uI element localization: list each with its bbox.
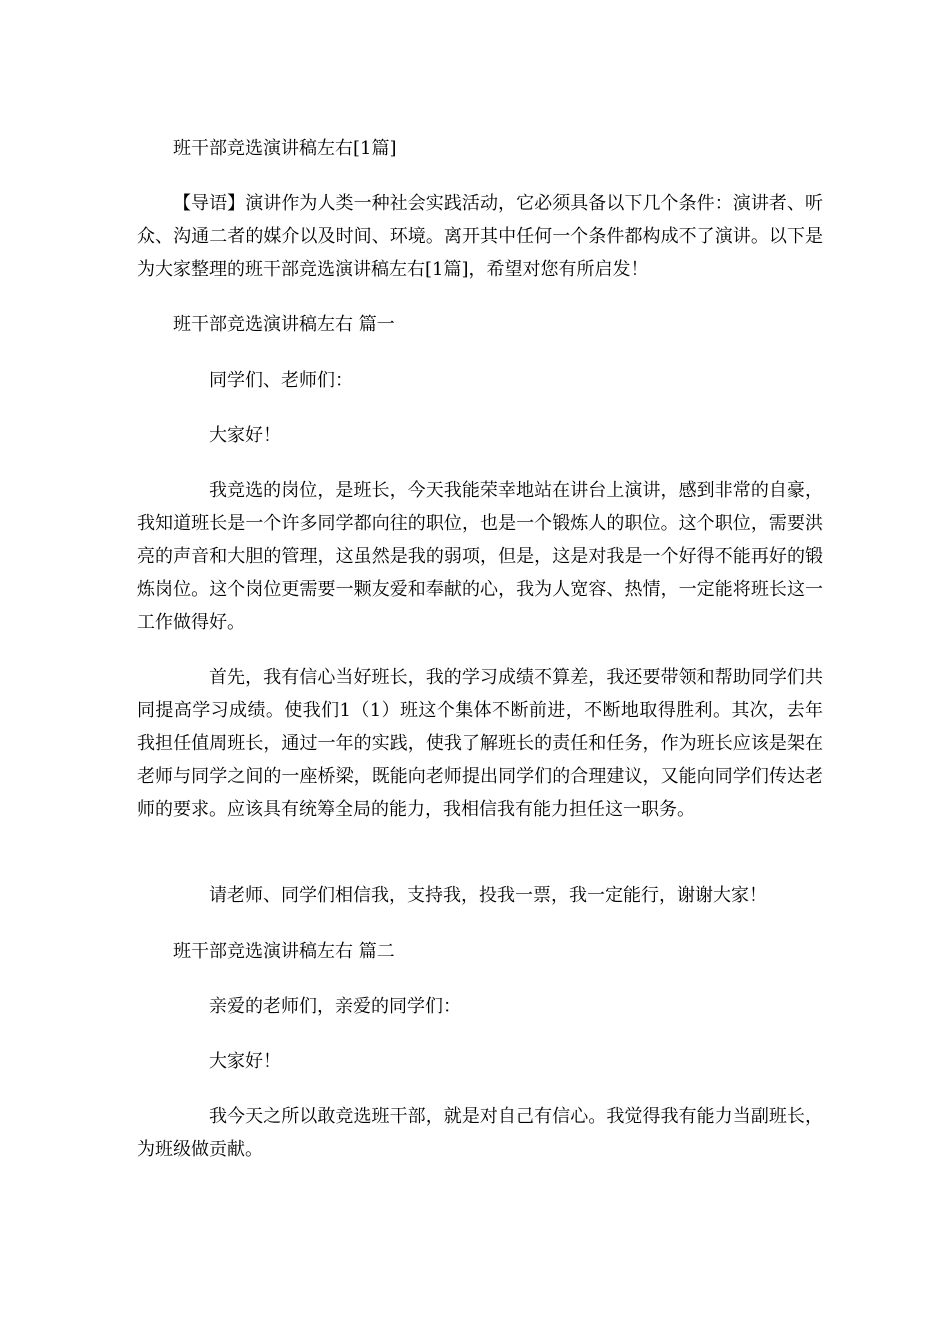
- section1-paragraph-3: 请老师、同学们相信我，支持我，投我一票，我一定能行，谢谢大家！: [209, 885, 767, 906]
- salutation-2: 亲爱的老师们，亲爱的同学们：: [209, 996, 461, 1017]
- section-heading-1: 班干部竞选演讲稿左右 篇一: [173, 314, 395, 335]
- section1-paragraph-2: 首先，我有信心当好班长，我的学习成绩不算差，我还要带领和帮助同学们共同提高学习成绩。使我们1（1）班这个集体不断前进，不断地取得胜利。其次，去年我担任值周班长，通过一年的实践，使我了解班长的责任和任务，作为班长应该是架在老师与同学之间的一座桥梁，既能向老师提出同学们的合理建议，又能向同学们传达老师的要求。应该具有统筹全局的能力，我相信我有能力担任这一职务。: [137, 667, 823, 820]
- intro-paragraph: 【导语】演讲作为人类一种社会实践活动，它必须具备以下几个条件：演讲者、听众、沟通二者的媒介以及时间、环境。离开其中任何一个条件都构成不了演讲。以下是为大家整理的班干部竞选演讲稿左右[1篇]，希望对您有所启发！: [137, 193, 823, 280]
- greeting-2: 大家好！: [209, 1051, 281, 1072]
- document-title: 班干部竞选演讲稿左右[1篇]: [173, 138, 397, 159]
- greeting-1: 大家好！: [209, 425, 281, 446]
- salutation-1: 同学们、老师们：: [209, 370, 353, 391]
- section1-paragraph-1: 我竞选的岗位，是班长，今天我能荣幸地站在讲台上演讲，感到非常的自豪，我知道班长是一个许多同学都向往的职位，也是一个锻炼人的职位。这个职位，需要洪亮的声音和大胆的管理，这虽然是我的弱项，但是，这是对我是一个好得不能再好的锻炼岗位。这个岗位更需要一颗友爱和奉献的心，我为人宽容、热情，一定能将班长这一工作做得好。: [137, 480, 823, 633]
- section-heading-2: 班干部竞选演讲稿左右 篇二: [173, 941, 395, 962]
- section2-paragraph-1: 我今天之所以敢竞选班干部，就是对自己有信心。我觉得我有能力当副班长，为班级做贡献。: [137, 1106, 823, 1160]
